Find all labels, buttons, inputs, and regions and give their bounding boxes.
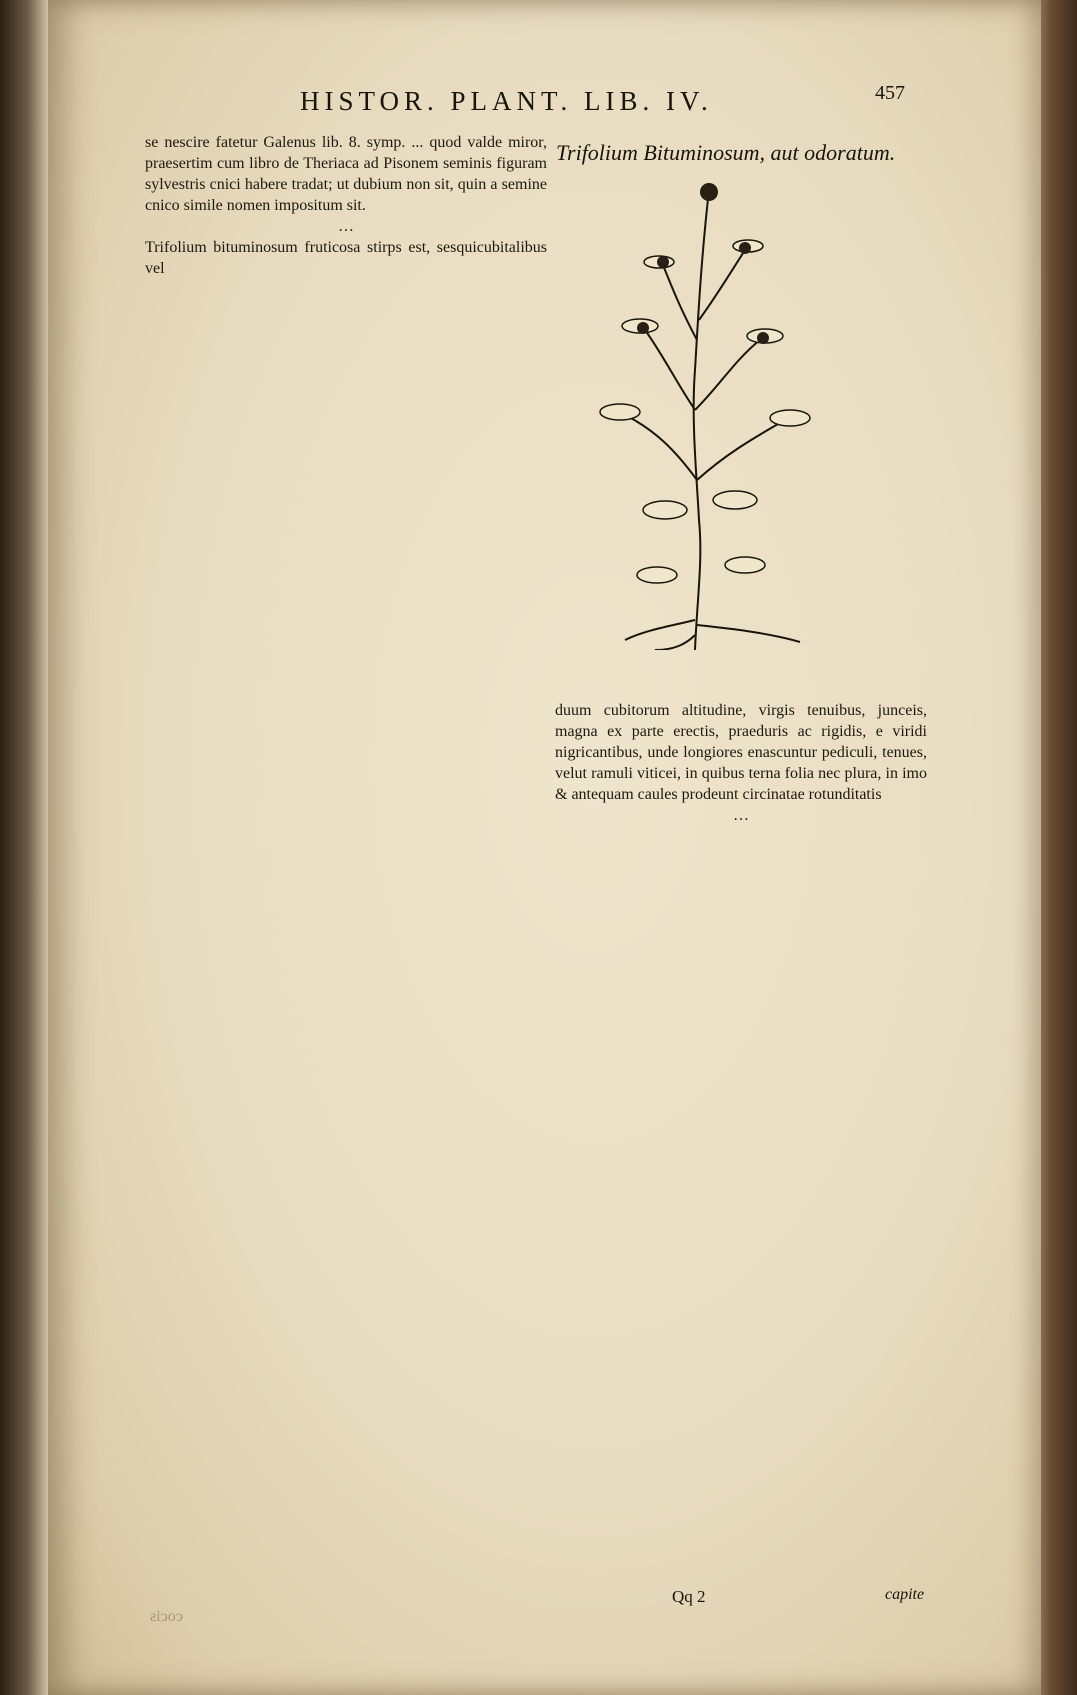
- left-column-opening: se nescire fatetur Galenus lib. 8. symp. ... quod valde miror, praesertim cum libro de Theriaca ad Pisonem seminis figuram sylvestris cnici habere tradat; ut dubium non sit, quin a semine cnico simile nomen impositum sit.: [145, 134, 547, 214]
- right-column-opening: duum cubitorum altitudine, virgis tenuibus, junceis, magna ex parte erectis, praeduris ac rigidis, e viridi nigricantibus, unde longiores enascuntur pediculi, tenues, velut ramuli viticei, in quibus terna folia nec plura, in imo & antequam caules prodeunt circinatae rotunditatis: [555, 702, 927, 803]
- show-through-text: cocis: [150, 1608, 183, 1625]
- signature-mark: Qq 2: [672, 1587, 706, 1606]
- left-text-column: [145, 132, 547, 279]
- figure-title: Trifolium Bituminosum, aut odoratum.: [556, 140, 896, 165]
- catchword: capite: [885, 1586, 925, 1603]
- right-text-column: [555, 700, 927, 826]
- left-column-omission: …: [338, 218, 354, 235]
- page-number: 457: [875, 82, 905, 104]
- plant-woodcut-illustration: [585, 180, 815, 650]
- left-column-closing: Trifolium bituminosum fruticosa stirps est, sesquicubitalibus vel: [145, 239, 547, 277]
- running-head: HISTOR. PLANT. LIB. IV.: [300, 86, 713, 116]
- right-column-omission: …: [733, 807, 749, 824]
